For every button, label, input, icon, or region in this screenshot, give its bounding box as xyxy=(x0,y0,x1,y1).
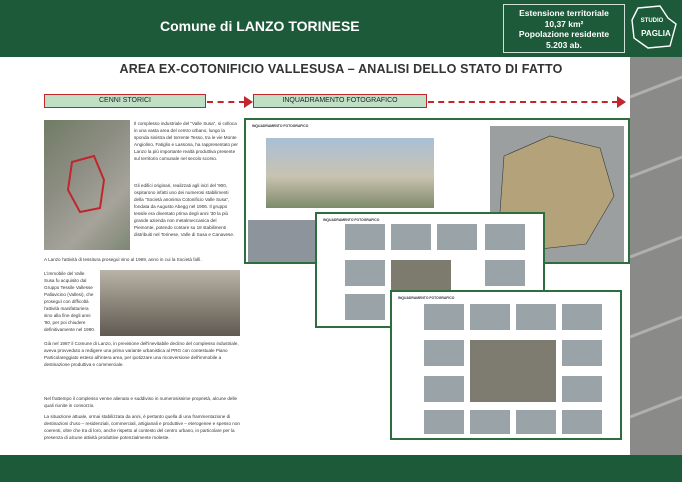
paragraph-1: Il complesso industriale del "Valle Susa", si colloca in una vasta area del centro urbano, lungo la sponda sinistra del torrente Tesso, tra le vie Monte Angiolino, Fatiglio e Lassona, ha rappresentato per Lanzo la più importante realtà produttiva presente sul territorio comunale nel secolo scorso. xyxy=(134,121,238,161)
panel-photo xyxy=(424,340,464,366)
paragraph-3: A Lanzo l'attività di tessitura proseguì sino al 1969, anno in cui la Società fallì. xyxy=(44,257,202,262)
panel-photo xyxy=(516,304,556,330)
paragraph-5: Già nel 1987 il Comune di Lanzo, in previsione dell'inevitabile declino del complesso industriale, aveva provveduto a redigere una prima variante urbanistica al PRG con contestuale Piano Particolareggiato esteso all'intera area, per ipotizzare una riconversione dell'immobile a destinazione produttiva e commerciale. xyxy=(44,341,239,367)
panel-photo xyxy=(562,340,602,366)
municipality-title: Comune di LANZO TORINESE xyxy=(160,18,360,34)
panel-photo xyxy=(424,304,464,330)
panel-photo xyxy=(266,138,434,208)
panel-photo xyxy=(345,224,385,250)
paragraph-4: L'immobile del Valle Susa fu acquisito dal Gruppo Tessile Vallesse Pallavicino (Vallesi), che proseguì con difficoltà l'attività manifatturiera sino alla fine degli anni '80, per poi chiudere definitivamente nel 1990. xyxy=(44,271,96,332)
panel-photo xyxy=(391,224,431,250)
aerial-map-image xyxy=(44,120,130,250)
paragraph-2: Gli edifici originari, realizzati agli inizi del '900, ospitarono infatti uno dei numerosi stabilimenti della "Società anonima Cotonificio Valle Susa", fondata da Augusto Abegg nel 1906. Il gruppo tessile era diventato prima degli anni '30 la più grande azienda non metalmeccanica del Piemonte, potendo contare su 18 stabilimenti distribuiti nel Torinese, Valle di Susa e Canavese. xyxy=(134,183,235,237)
panel-title: INQUADRAMENTO FOTOGRAFICO xyxy=(398,296,455,300)
footer-bar xyxy=(0,455,682,482)
section-cenni-storici: CENNI STORICI xyxy=(44,94,206,108)
panel-title: INQUADRAMENTO FOTOGRAFICO xyxy=(323,218,380,222)
decorative-aerial-strip xyxy=(630,57,682,455)
panel-photo xyxy=(345,260,385,286)
panel-title: INQUADRAMENTO FOTOGRAFICO xyxy=(252,124,309,128)
panel-photo xyxy=(424,410,464,434)
stats-value-population: 5.203 ab. xyxy=(546,39,582,50)
paragraph-7: La situazione attuale, ormai stabilizzata da anni, è pertanto quella di una frammentazione di destinazioni d'uso – residenziali, commerciali, artigianali e produttive – eterogenee e spesso non coerenti, oltre che tra di loro, anche rispetto al contesto del centro urbano, in particolare per la presenza di alcune attività produttive potenzialmente moleste. xyxy=(44,414,240,440)
panel-photo xyxy=(437,224,477,250)
panel-photo xyxy=(345,294,385,320)
arrow-right-icon xyxy=(244,96,253,108)
panel-photo xyxy=(248,220,316,262)
panel-photo xyxy=(516,410,556,434)
panel-photo xyxy=(485,224,525,250)
studio-paglia-logo xyxy=(630,4,678,50)
panel-photo xyxy=(470,340,556,402)
header-bar xyxy=(0,0,682,57)
panel-photo xyxy=(562,410,602,434)
territory-stats-box xyxy=(503,4,625,53)
historical-photo xyxy=(100,270,240,336)
arrow-right-icon xyxy=(617,96,626,108)
photo-panel-3 xyxy=(390,290,622,440)
paragraph-6: Nel frattempo il complesso venne alienato e suddiviso in numerosissime proprietà, alcune delle quali riunite in consorzio. xyxy=(44,396,238,408)
section-inquadramento-fotografico: INQUADRAMENTO FOTOGRAFICO xyxy=(253,94,427,108)
section-connector xyxy=(207,101,245,103)
stats-label-population: Popolazione residente xyxy=(518,29,610,39)
panel-photo xyxy=(562,376,602,402)
panel-photo xyxy=(485,260,525,286)
svg-text:STUDIO: STUDIO xyxy=(640,18,664,24)
section-connector xyxy=(428,101,618,103)
panel-photo xyxy=(470,304,510,330)
page-title: AREA EX-COTONIFICIO VALLESUSA – ANALISI DELLO STATO DI FATTO xyxy=(119,62,563,76)
stats-label-area: Estensione territoriale xyxy=(519,8,609,18)
panel-photo xyxy=(424,376,464,402)
svg-text:PAGLIA: PAGLIA xyxy=(641,29,671,38)
panel-photo xyxy=(562,304,602,330)
panel-photo xyxy=(470,410,510,434)
stats-value-area: 10,37 km² xyxy=(544,18,584,29)
